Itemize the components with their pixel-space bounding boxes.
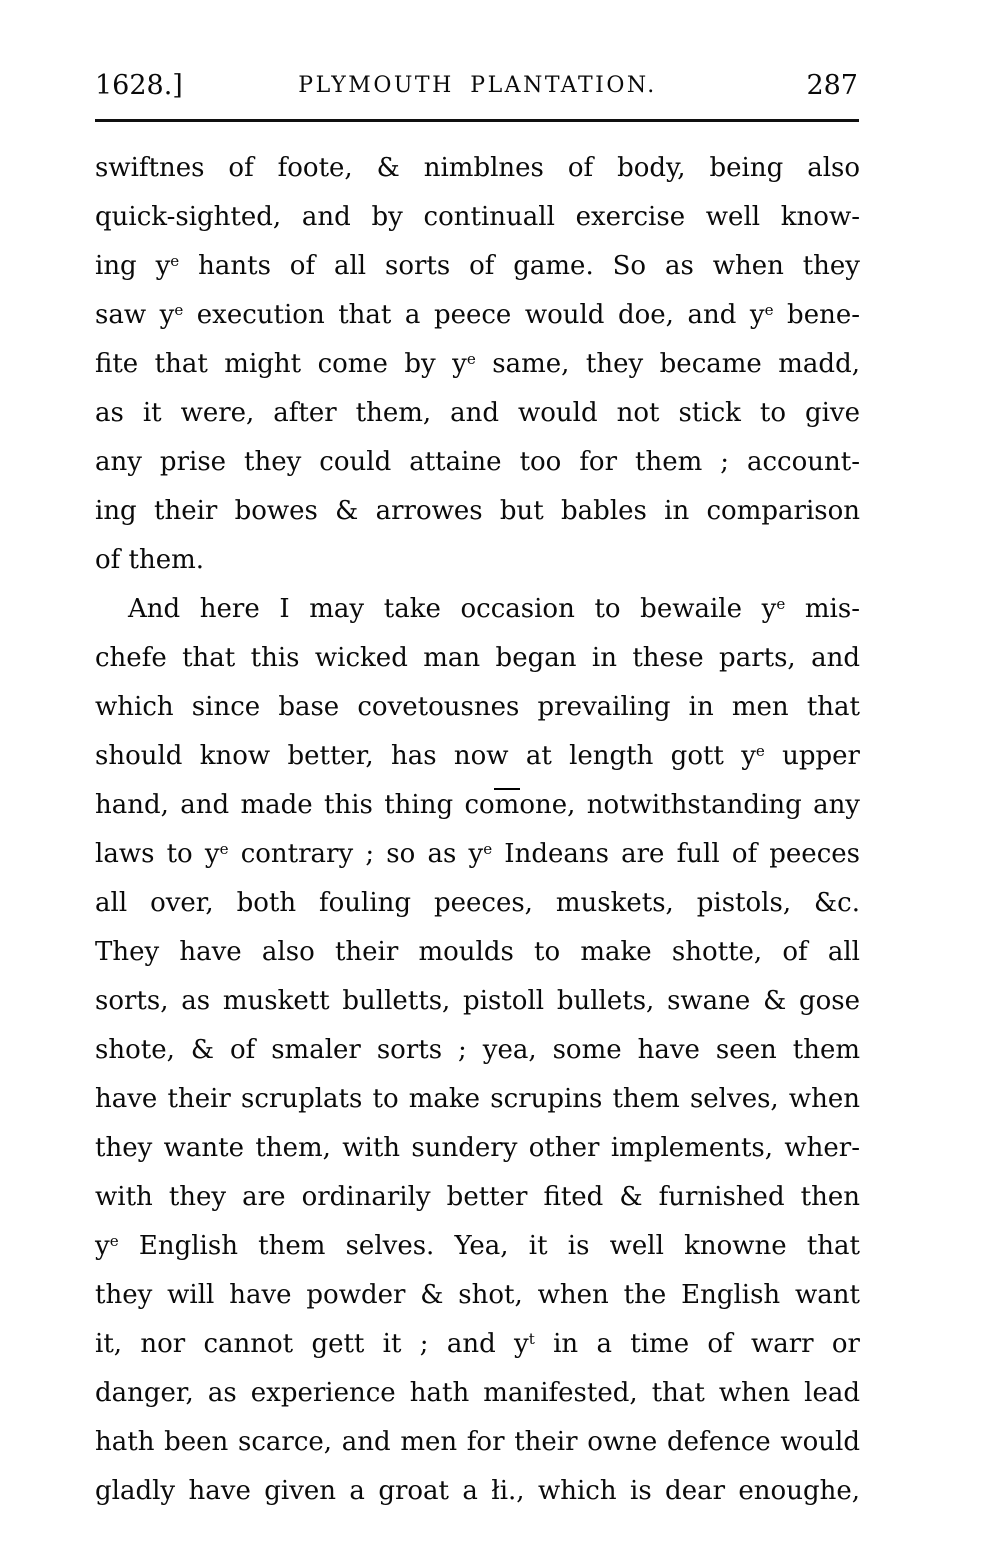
text-segment: ing y	[95, 251, 171, 281]
text-line	[95, 928, 860, 977]
text-segment: any prise they could attaine too for them ; account-	[95, 447, 860, 477]
text-line	[95, 1418, 860, 1467]
text-segment: gladly have given a groat a łi., which is dear enoughe,	[95, 1476, 860, 1506]
text-line	[95, 634, 860, 683]
text-line	[95, 1320, 860, 1369]
text-line	[95, 242, 860, 291]
text-line	[95, 781, 860, 830]
text-line	[95, 536, 860, 585]
superscript-abbreviation: e	[219, 840, 229, 859]
text-segment: ing their bowes & arrowes but bables in comparison	[95, 496, 860, 526]
text-line	[95, 438, 860, 487]
text-line	[95, 732, 860, 781]
body-text	[95, 144, 860, 1516]
text-segment: contrary ; so as y	[228, 839, 484, 869]
text-segment: fite that might come by y	[95, 349, 467, 379]
text-segment: chefe that this wicked man began in these parts, and	[95, 643, 860, 673]
text-line	[95, 1369, 860, 1418]
text-segment: which since base covetousnes prevailing in men that	[95, 692, 860, 722]
text-line	[95, 683, 860, 732]
page-header	[95, 68, 860, 104]
text-segment: y	[95, 1231, 110, 1261]
text-line	[95, 1124, 860, 1173]
text-segment: English them selves. Yea, it is well knowne that	[118, 1231, 860, 1261]
text-line	[95, 1173, 860, 1222]
superscript-abbreviation: t	[528, 1330, 535, 1349]
text-segment: upper	[764, 741, 860, 771]
text-segment: they will have powder & shot, when the English want	[95, 1280, 860, 1310]
text-line	[95, 977, 860, 1026]
superscript-abbreviation: e	[170, 252, 180, 271]
text-line	[95, 144, 860, 193]
text-line	[95, 487, 860, 536]
page-number: 287	[806, 70, 858, 101]
macron-letter: m	[495, 781, 520, 830]
text-line	[95, 585, 860, 634]
superscript-abbreviation: e	[466, 350, 476, 369]
text-segment: saw y	[95, 300, 175, 330]
header-rule	[95, 119, 859, 122]
text-line	[95, 193, 860, 242]
text-segment: hand, and made this thing co	[95, 790, 495, 820]
text-line	[95, 1467, 860, 1516]
text-line	[95, 1271, 860, 1320]
text-line	[95, 1222, 860, 1271]
text-segment: sorts, as muskett bulletts, pistoll bullets, swane & gose	[95, 986, 860, 1016]
superscript-abbreviation: e	[109, 1232, 119, 1251]
text-segment: danger, as experience hath manifested, that when lead	[95, 1378, 860, 1408]
text-line	[95, 291, 860, 340]
text-line	[95, 1075, 860, 1124]
superscript-abbreviation: e	[776, 595, 786, 614]
text-segment: have their scruplats to make scrupins them selves, when	[95, 1084, 860, 1114]
text-segment: execution that a peece would doe, and y	[183, 300, 765, 330]
text-segment: as it were, after them, and would not stick to give	[95, 398, 860, 428]
text-segment: swiftnes of foote, & nimblnes of body, being also	[95, 153, 860, 183]
superscript-abbreviation: e	[764, 301, 774, 320]
superscript-abbreviation: e	[174, 301, 184, 320]
text-segment: quick-sighted, and by continuall exercise well know-	[95, 202, 860, 232]
running-title: PLYMOUTH PLANTATION.	[298, 73, 657, 98]
text-segment: They have also their moulds to make shotte, of all	[95, 937, 860, 967]
text-segment: laws to y	[95, 839, 220, 869]
superscript-abbreviation: e	[755, 742, 765, 761]
text-line	[95, 1026, 860, 1075]
text-segment: shote, & of smaler sorts ; yea, some have seen them	[95, 1035, 860, 1065]
text-line	[95, 340, 860, 389]
year-label: 1628.]	[95, 70, 183, 101]
superscript-abbreviation: e	[483, 840, 493, 859]
text-segment: hants of all sorts of game. So as when they	[179, 251, 860, 281]
text-segment: of them.	[95, 545, 205, 575]
text-segment: same, they became madd,	[475, 349, 860, 379]
text-segment: one, notwithstanding any	[519, 790, 860, 820]
text-segment: all over, both fouling peeces, muskets, pistols, &c.	[95, 888, 860, 918]
text-segment: Indeans are full of peeces	[492, 839, 860, 869]
text-segment: And here I may take occasion to bewaile y	[128, 594, 777, 624]
text-line	[95, 830, 860, 879]
text-segment: with they are ordinarily better fited & furnished then	[95, 1182, 860, 1212]
text-line	[95, 389, 860, 438]
text-segment: mis-	[785, 594, 860, 624]
text-segment: they wante them, with sundery other implements, wher-	[95, 1133, 860, 1163]
text-line	[95, 879, 860, 928]
text-segment: in a time of warr or	[534, 1329, 860, 1359]
text-segment: bene-	[773, 300, 860, 330]
text-segment: it, nor cannot gett it ; and y	[95, 1329, 529, 1359]
text-segment: hath been scarce, and men for their owne defence would	[95, 1427, 860, 1457]
text-segment: should know better, has now at length gott y	[95, 741, 756, 771]
